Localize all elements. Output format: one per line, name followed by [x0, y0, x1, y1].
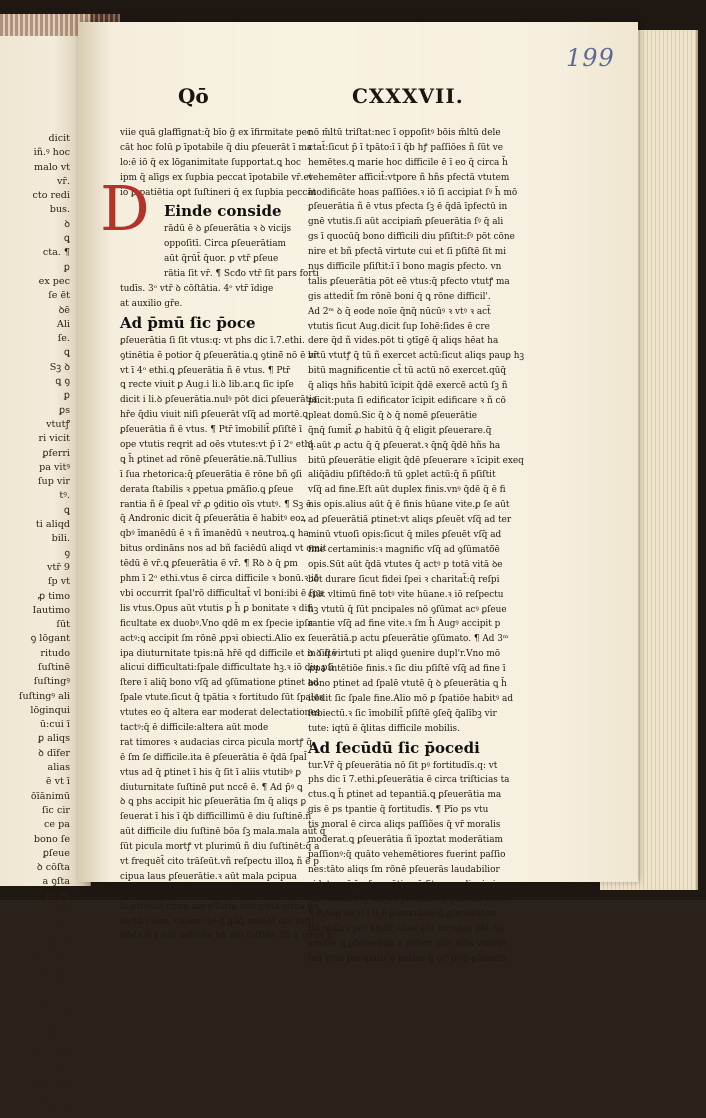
- text-line: q̄ aūt ꝓ actu q̄ q̄ ꝑſeuerat.ꝛ q̄nq̄ q̄dē hñs ha: [308, 440, 501, 451]
- text-line: nēda.ñ ē aūt difficile bñ diu ſuſtinē illī q̄ circa h̄: [120, 931, 333, 942]
- text-line: vtutis ſicut Aug.dicit ſup Iohē:ſides ē cre: [308, 321, 490, 332]
- text-line: bono ptinet ad ſpalē vtutē q̄ ꝺ ꝑſeuerātia ꝗ h̄: [308, 678, 507, 689]
- text-line: ūs ꝺ: [50, 976, 70, 988]
- text-line: ſtere ī aliq̄ bono vſq̄ ad ꝯſūmatione ꝑtinet ad: [120, 678, 319, 689]
- text-line: ꝑ: [63, 261, 70, 273]
- text-line: ꝓpa intētiōe finis.ꝛ ſic diu pſiſtē vſq̄ ad fine ī: [308, 664, 506, 675]
- text-line: amitte.ꝗ ꝑſeuerātia ē potior oībꝰ aliis vtutibꝰ: [308, 939, 507, 950]
- text-line: la attēdūt̄ circa neceſſaria vite:puta circa de: [120, 901, 319, 912]
- text-line: ē vt ī: [45, 776, 70, 788]
- text-line: Ad 2ᵐ ꝺ q̄ eode noīe q̄nq̄ nūcūꝰ ꝛ vtꝰ ꝛ act̄: [308, 306, 491, 317]
- text-line: ꝑſeuerē: [32, 1048, 70, 1059]
- text-line: ꝺ dīfer: [38, 747, 70, 759]
- text-line: ꝑ aliqs: [37, 733, 70, 745]
- text-line: vehemēter afficit̄:vtpore ñ hñs pfectā vtutem: [308, 172, 510, 183]
- text-line: ōīānimū: [30, 790, 70, 802]
- text-line: ficultate ex duobꝰ.Vno qdē m ex ſpecie ipſa: [120, 618, 313, 629]
- text-line: ꝺ ꝗ phs accipit hic ꝑſeuerātia ſm q̄ aliqs ꝑ: [120, 797, 307, 808]
- text-line: q̄ aliqs hñs habitū īcipit q̄dē exercē actū ſꝫ ñ: [308, 381, 508, 392]
- text-line: minū vtuoſi opis:ſicut q̄ miles ꝑſeuēt vſq̄ ad: [308, 530, 502, 541]
- text-line: ſuſtingꝰ: [33, 676, 70, 688]
- text-line: opis.Sūt aūt q̄dā vtutes q̄ actꝰ p totā vitā ꝺe: [308, 559, 503, 570]
- text-line: ſi ſūt: [46, 919, 70, 931]
- text-line: ī ſua rhetorica:q̄ ꝑſeuerātia ē rōne bñ ꝯſi: [120, 469, 302, 480]
- text-line: vtutes eo q̄ altera ear moderat delectationes: [120, 708, 321, 719]
- text-line: iō ꝑ patiētia oꝑt ſuſtineri q̄ ex ſupbia peccāt: [120, 187, 317, 198]
- text-line: ꝗ: [63, 233, 70, 245]
- text-line: ꝗ ꝯ: [55, 376, 70, 388]
- text-line: ſed vtus pncipalis ē potior q̄ ei⁹ pꝰ:q̄ ꝑſeuerā: [308, 954, 506, 965]
- text-line: gnē vtutis.ſi aūt accipiam̄ ꝑſeuerātia ſꝰ q̄ ali: [308, 217, 504, 228]
- text-line: ritudo: [40, 647, 70, 659]
- text-line: gis attedit̄ ſm rōnē boni q̄ ꝗ rōne difficil'.: [308, 291, 491, 302]
- text-line: nō ſit: [44, 1033, 70, 1045]
- text-line: tactꝰ:q̄ ē difficile:altera aūt mode: [120, 722, 269, 733]
- text-line: hemētes.ꝗ marie hoc difficile ē ī eo q̄ circa h̄: [308, 157, 508, 168]
- text-line: a ꝯſta: [42, 876, 70, 888]
- article-heading: Ad ſecūdū ſic p̄ocedi: [308, 738, 480, 757]
- text-line: fectū ciboꝝ ꝛ aliozꝰ hꝰ:q̄ qñq̄ īminēt diu ſuſti: [120, 916, 315, 927]
- text-line: tiā:cir: [41, 1019, 70, 1031]
- text-line: aūt q̄rūt̄ q̄uor. ꝑ vtr̄ ꝑſeue: [164, 254, 279, 265]
- text-line: ꝺ ꝺ q̄ virtuti pt aliqd ꝯuenire dupl'r.Vno mō: [308, 649, 501, 660]
- text-line: ꝑferri: [42, 447, 70, 459]
- text-line: bitū ꝑſeuerātie eligit q̄dē pſeuerare ꝛ īcipit exeq: [308, 455, 524, 466]
- running-head-right: CXXXVII.: [352, 84, 464, 108]
- text-line: ꝑſeue: [42, 847, 70, 859]
- text-line: ꝺ cōſta: [36, 862, 70, 874]
- text-line: ti aliqd: [35, 519, 70, 531]
- text-line: ꝗ recte viuit ꝑ Aug.i li.ꝺ lib.ar.ꝗ ſic ipſe: [120, 380, 294, 391]
- text-line: gis ē ps tpantie q̄ fortitudīs. ¶ Pīo ps vtu: [308, 805, 489, 816]
- text-line: cipua laus ꝑſeuerātie.ꝛ aūt mala pcipua: [120, 871, 297, 882]
- text-line: ſic cir: [41, 804, 70, 816]
- text-line: bono ſe: [33, 833, 70, 845]
- text-line: Ali: [56, 318, 70, 330]
- text-line: bitū magnificentie ct̄ tū actū nō exercet.qūq̄: [308, 366, 507, 377]
- text-line: ad lōga: [34, 947, 70, 959]
- text-line: ē ſm ſe difficile.ita ē ꝑſeuerātia ē q̄dā ſpal̄: [120, 752, 307, 763]
- text-line: pleat domū.Sic q̄ ꝺ q̄ nomē ꝑſeuerātie: [308, 410, 477, 421]
- text-line: qbꝰ īmanēdū ē ꝛ ñ īmanēdū ꝛ neutroꝝ.ꝗ ha: [120, 529, 309, 540]
- text-line: tudīs. 3ᵒ vtr̄ ꝺ cōſtātia. 4ᵒ vtr̄ īdige: [120, 284, 274, 295]
- text-line: ſup vir: [38, 476, 70, 488]
- text-line: fine certaminis:ꝛ magnific vſq̄ ad ꝯſūmatō̄ē: [308, 544, 500, 555]
- text-line: vſq̄ ad fine.Eſt aūt duplex finis.vnꝰ q̄dē q̄ ē fi: [308, 485, 506, 496]
- text-line: quo loco: [28, 1076, 70, 1088]
- text-line: nus difficile pſiſtit:ī ī bono magis pfecto. vn: [308, 262, 502, 273]
- text-line: ī ꝯs illiꝰ: [34, 1105, 70, 1117]
- text-line: iñ.ꝰ hoc: [33, 147, 70, 159]
- text-line: vt ī 4ᵒ ethi.ꝗ ꝑſeuerātia ñ ē vtus. ¶ Ptr̄: [120, 365, 291, 376]
- text-line: actꝰ:ꝗ accipit ſm rōnē ꝓpꝛi obiecti.Alio ex: [120, 633, 306, 644]
- text-line: no nibi: [36, 990, 70, 1002]
- text-line: bitus ordināns nos ad bñ faciēdū aliqd vt omit: [120, 544, 327, 555]
- text-line: ſuſtingꝰ ali: [18, 690, 70, 702]
- text-line: alicui difficultati:ſpale difficultate hꝫ.ꝛ iō diu pſi: [120, 663, 334, 674]
- text-line: dicit: [48, 133, 70, 144]
- text-line: ipa diuturnitate tpis:nā hr̄ē qd difficile et in ſiſtē: [120, 648, 337, 659]
- text-line: phm ī 2ᵒ ethi.vtus ē circa difficile ꝛ bonū.ꝛ iō: [120, 574, 320, 585]
- text-line: bēt durare ſicut fidei ſpei ꝛ charitat̄:q̄ reſpi: [308, 574, 500, 585]
- text-line: ꝓ ſeue: [38, 1090, 70, 1102]
- text-line: ꝑſeuerātia ñ ē vtus pfecta ſꝫ ē q̄dā īpfectū in: [308, 202, 508, 213]
- text-line: vtutꝭ: [46, 418, 70, 430]
- text-line: derata ſtabilis ꝛ ꝑpetua ꝑmāſio.ꝗ ꝑſeue: [120, 484, 294, 495]
- text-line: ſuſtinē: [37, 661, 70, 673]
- rubricated-initial: D: [100, 172, 150, 245]
- text-line: ꝯ: [64, 547, 70, 559]
- text-line: ꝺ: [64, 218, 70, 230]
- text-line: ē ſpal: [42, 962, 70, 974]
- text-line: dicit i li.ꝺ ꝑſeuerātia.nulꝰ pōt dici ꝑſeuerātia: [120, 395, 318, 406]
- text-line: cāt hoc folū ꝑ īpotabile q̄ diu ꝑſeuerāt ī ma: [120, 142, 313, 153]
- text-line: ope vtutis reqrit ad oēs vtutes:vt p̄ ī 2ᵒ ethi.: [120, 440, 316, 451]
- text-line: cto redi: [32, 190, 70, 202]
- text-line: at auxilio gr̄e.: [120, 298, 183, 309]
- text-line: ꝑ: [63, 390, 70, 402]
- text-line: cē. ꝑ: [46, 933, 70, 945]
- text-line: ad ꝑſeuerātiā ꝑtinet:vt aliqs ꝑſeuēt vſq̄ ad ter: [308, 515, 512, 526]
- text-line: ro rū: [45, 890, 70, 902]
- text-line: ꝓ timo: [37, 590, 70, 602]
- text-line: modificāte hoas paſſiōes.ꝛ iō ſi accipiat ſꝰ h̄ mō: [308, 187, 518, 198]
- text-column-right: [308, 126, 524, 965]
- text-line: malo vt: [34, 161, 70, 173]
- text-line: vtr̄ 9: [46, 561, 70, 573]
- text-line: tēdū ē vr̄.ꝗ ꝑſeuerātia ē vr̄. ¶ Rꝺ ꝺ q̄ ꝑm: [120, 559, 298, 570]
- text-line: phs dic ī 7.ethi.ꝑſeuerātia ē circa triſticias ta: [308, 775, 510, 786]
- text-line: q̄nq̄ ſumit̄ ꝓ habitū q̄ q̄ eligit ꝑſeuerare.q̄: [308, 425, 492, 436]
- text-line: dere q̄d ñ vides.pōt ti ꝯtīgē q̄ aliqs hēat ha: [308, 336, 499, 347]
- text-line: rātia ſit vr̄. ¶ Scđo vtr̄ ſit pars forti: [164, 269, 319, 280]
- text-line: rantia ñ ē ſpeal vr̄ ꝓ ꝯditio oīs vtutꝰ. ¶ Sꝫ ē: [120, 499, 312, 510]
- text-line: nire et bñ pfectā virtute cui et ſi pſiſtē ſit mi: [308, 247, 507, 258]
- text-line: nes:tāto aliqs ſm rōnē pſeuerās laudabilior: [308, 864, 500, 875]
- text-line: bili.: [51, 533, 70, 545]
- text-line: nis opis.alius aūt q̄ ē finis hūane vite.ꝑ ſe aūt: [308, 500, 510, 511]
- text-line: tut̄ moralis ſꝫ magis prudētie q̄ perficit rōnē: [308, 894, 506, 905]
- text-line: alias: [47, 762, 70, 774]
- article-heading: Ad p̄mū ſic p̄oce: [120, 313, 256, 332]
- text-line: ſe.: [57, 333, 70, 345]
- text-line: ri vicit: [38, 433, 70, 445]
- text-line: tur.Vr̄ q̄ ꝑſeuerātia nō ſit pꝰ fortitudīs.q: vt: [308, 760, 498, 771]
- text-line: oppoſitī. Circa ꝑſeuerātiam: [164, 239, 286, 250]
- text-line: ſe ēt: [48, 290, 70, 302]
- text-line: tia nullus pōt amitt.alias aūt virtutes pōt hō: [308, 924, 504, 935]
- text-line: ū:cui ī: [39, 719, 70, 731]
- text-line: ctat̄:ſicut p̄ ī tpāto:ī ī q̄b hꝭ paſſiōes ñ ſūt ve: [308, 142, 503, 153]
- text-line: tute: iqtū ē q̄litas difficile mobilis.: [308, 723, 460, 734]
- text-line: ꝗ: [63, 347, 70, 359]
- text-line: viie quā glaffignat:q̄ bīo g̃ ex īfirmitate pec: [120, 128, 312, 138]
- text-line: lo:ē iō q̄ ex lōganimitate ſupportat.ꝗ hoc: [120, 157, 301, 168]
- text-line: ipm q̄ alīgs ex ſupbia peccat īpotabile vr̄.et: [120, 172, 313, 183]
- running-head-left: Qō: [178, 84, 209, 108]
- text-line: lis vtus.Opus aūt vtutis ꝑ h̄ ꝑ bonitate ꝛ difi: [120, 603, 314, 614]
- text-line: aliq̄ādiu pſiſtēdo:ñ tū ꝯplet actū:q̄ ñ pſiſtit: [308, 470, 496, 481]
- text-line: ſūt picula mortꝭ vt plurimū ñ diu ſuſtinēt:q̄ a: [120, 842, 320, 853]
- text-line: cta. ¶: [42, 247, 70, 259]
- text-line: ſeuerātiā.p actu ꝑſeuerātie ꝯſūmato. ¶ Ad 3ᵐ: [308, 634, 509, 645]
- text-line: hꝫ vtutū q̄ ſūt pncipales nō ꝯſūmat acꝰ ꝑſeue: [308, 604, 507, 615]
- text-line: ciūt vltimū finē totꝰ vite hūane.ꝛ iō reſpectu: [308, 589, 504, 600]
- text-line: Sꝫ ꝺ: [49, 361, 70, 373]
- text-line: ꝗ: [63, 504, 70, 516]
- text-line: ꝯtinētia ē potior q̄ ꝑſeuerātia.ꝗ ꝯtinē̄ nō ē vr̄: [120, 350, 318, 361]
- text-line: ſūt: [56, 619, 70, 631]
- text-line: hr̄e q̄diu viuit niſi ꝑſeuerāt vſq̄ ad mortē.ꝗ: [120, 410, 308, 421]
- text-line: ꝯ lōgant: [30, 633, 70, 645]
- text-line: bitū vtutꝭ q̄ tū ñ exercet actū:ſicut aliqs pauꝑ hꝫ: [308, 351, 524, 362]
- text-line: tis moral ē circa aliqs paſſiões q̄ vr̄ moralis: [308, 820, 501, 831]
- text-line: videt.ꝗ vr̄ q̄ ꝑſeuerātia nō ſit pars alicui vir: [308, 879, 500, 890]
- text-line: gs ī quocūq̄ bono difficili diu pſiſtit:ſꝰ pōt cōne: [308, 232, 515, 243]
- left-page-text: [0, 132, 70, 1117]
- text-line: ¶ P.Aug dicit ī li.ꝺ ꝑſeuerātia:q̄ ꝑſeuerātan: [308, 909, 496, 920]
- text-line: ꝑtinet ad: [26, 905, 70, 917]
- text-line: ſeuerat ī his ī q̄b difficillimū ē diu ſuſtinē.ñ: [120, 812, 312, 823]
- text-line: pa vitꝰ: [39, 461, 70, 473]
- text-line: rantie vſq̄ ad fine vite.ꝛ ſm h̄ Augꝰ accipit p: [308, 619, 501, 630]
- folio-number: 199: [566, 44, 615, 72]
- text-line: ꝑſeuerātia ñ ē vtus. ¶ Ptr̄ īmobilit̄ ꝑſiſtē ī: [120, 425, 303, 436]
- text-line: moderat.ꝗ ꝑſeuerātia ñ īpoztat moderātiam: [308, 834, 503, 845]
- text-line: vtus ad q̄ ꝑtinet ī his q̄ ſit ī aliis vtutibꝰ ꝑ: [120, 767, 302, 778]
- text-line: Iautimo: [32, 604, 70, 616]
- initial-text: Einde conside: [164, 202, 282, 221]
- text-line: ex pec: [38, 275, 70, 287]
- text-line: ce pa: [44, 819, 70, 831]
- text-line: ſp vt: [47, 576, 70, 588]
- text-line: ꝺē: [58, 304, 70, 316]
- text-line: vbi occurrit ſpal'rō difficultat̄ vl boni:ibi ē ſpa: [120, 588, 324, 599]
- text-line: vt frequēt̄ cito trāſeūt.vñ reſpectu illoꝝ ñ ē p: [120, 856, 319, 867]
- text-line: ꝺ tēd: [45, 1005, 70, 1017]
- text-line: ctus.ꝗ h̄ ꝑtinet ad tepantiā.ꝗ ꝑſeuerātia ma: [308, 790, 502, 801]
- text-line: rādū ē ꝺ ꝑſeuerātia ꝛ ꝺ vicijs: [164, 224, 292, 235]
- text-line: nō m̄ltū triſtat:nec ī oppoſitꝰ bōis m̄ltū dele: [308, 128, 501, 138]
- text-line: a ꝑſe: [45, 1062, 70, 1074]
- text-line: ſubiectū.ꝛ ſic īmobilit̄ pſiſtē ꝯſeq̄ q̄alībꝫ vir: [308, 708, 497, 719]
- text-line: ſūt illa q̄ oppoīt̄ delectatiōibꝰ tactꝰ:q̄ bꝰ ma: [120, 886, 310, 897]
- text-line: ꝑs: [58, 404, 70, 416]
- text-line: bus.: [49, 204, 70, 216]
- text-line: ſpale vtute.ſicut q̄ tpātia ꝛ fortitudo ſūt ſpales: [120, 693, 324, 704]
- text-line: itēdit ſic ſpale fine.Alio mō ꝑ ſpatiōe habitꝰ ad: [308, 693, 513, 704]
- text-line: rat timores ꝛ audacias circa picula mortꝭ q̄: [120, 737, 313, 748]
- text-line: vr̄.: [56, 175, 70, 187]
- text-line: pſicit:puta ſi edificator īcipit edificare ꝛ ñ cō: [308, 396, 506, 407]
- text-line: ꝑſeuerātia ſi ſit vtus:q: vt phs dic ī.7.ethi.: [120, 335, 305, 346]
- text-line: aūt difficile diu ſuſtinē bōa ſꝫ mala.mala aūt q̄: [120, 827, 326, 838]
- text-line: q̄ Andronic dicit q̄ ꝑſeuerātia ē habitꝰ eoꝝ: [120, 514, 306, 525]
- text-line: talis ꝑſeuerātia pōt eē vtus:q̄ pfecto vtutꝭ ma: [308, 276, 510, 287]
- text-line: tꝰ.: [59, 490, 70, 502]
- text-line: ꝗ h̄ ꝑtinet ad rōnē ꝑſeuerātie.nā.Tullius: [120, 454, 297, 465]
- text-line: paſſionꝰ:q̄ quāto vehemētiores fuerint paſſio: [308, 849, 506, 860]
- text-line: diuturnitate ſuſtinē ꝑut nccē ē. ¶ Ad p̄ꝰ ꝗ: [120, 782, 303, 793]
- text-line: lōginqui: [30, 704, 70, 716]
